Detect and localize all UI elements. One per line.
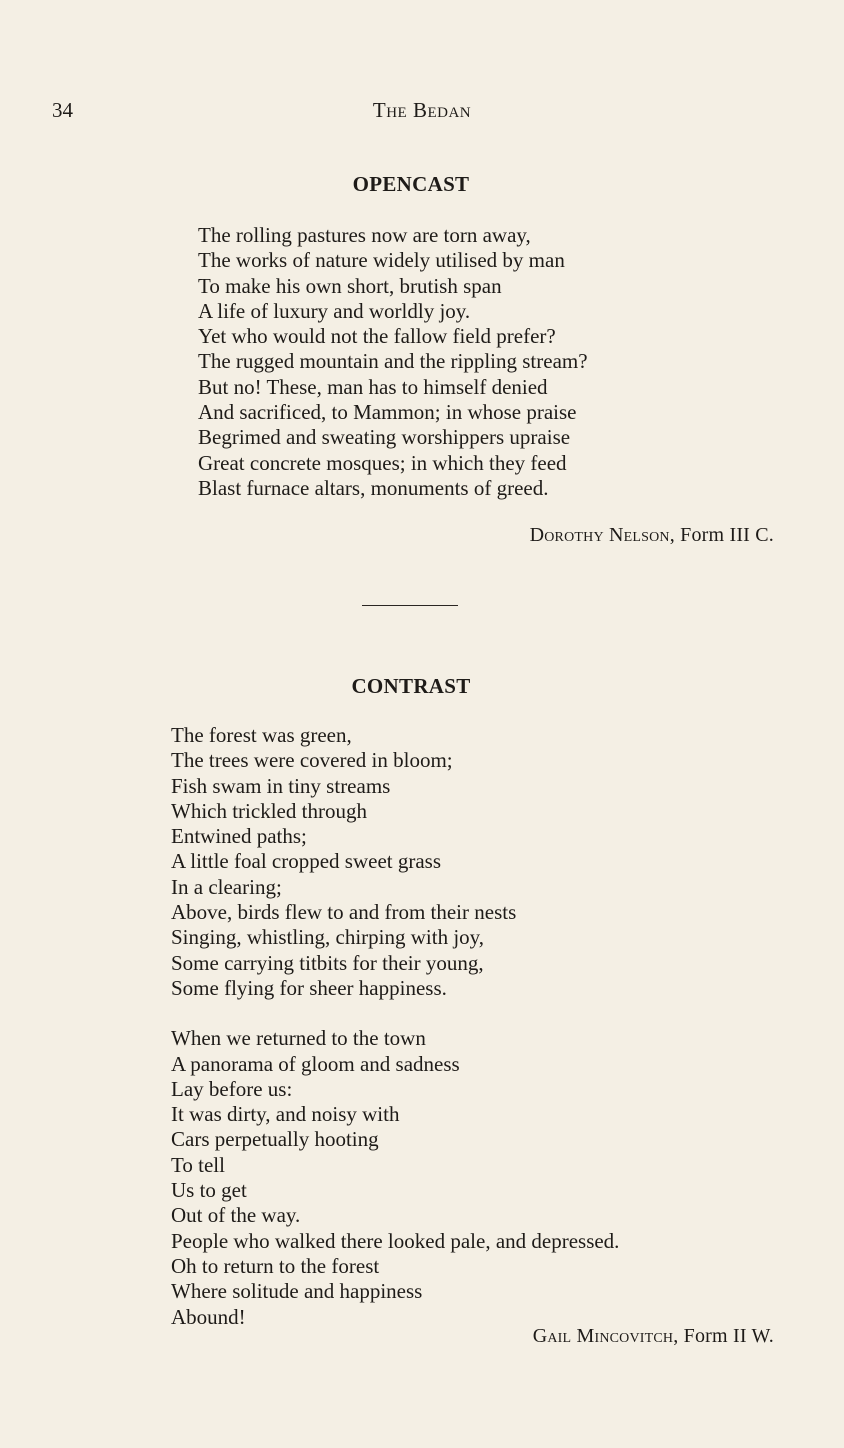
verse-line: Yet who would not the fallow field prefer? (198, 324, 556, 349)
verse-line: A life of luxury and worldly joy. (198, 298, 471, 323)
verse-line: Singing, whistling, chirping with joy, (171, 925, 485, 950)
verse-line: In a clearing; (171, 874, 282, 899)
verse-line: It was dirty, and noisy with (171, 1102, 400, 1127)
poem-verse-contrast (171, 723, 619, 1330)
poem-title-contrast: CONTRAST (351, 674, 471, 698)
verse-line: And sacrificed, to Mammon; in whose praise (198, 400, 577, 425)
verse-line: Some carrying titbits for their young, (171, 950, 484, 975)
page-number: 34 (52, 98, 73, 122)
poem-byline-opencast (530, 524, 774, 547)
verse-line: The forest was green, (171, 723, 352, 747)
verse-line: People who walked there looked pale, and depressed. (171, 1228, 620, 1253)
verse-line: Fish swam in tiny streams (171, 773, 391, 798)
author-name: Gail Mincovitch, (532, 1325, 679, 1347)
poem-byline-contrast (533, 1325, 774, 1348)
verse-line: To tell (171, 1152, 225, 1177)
stanza-break (171, 1001, 619, 1026)
verse-line: Where solitude and happiness (171, 1279, 423, 1304)
verse-line: Which trickled through (171, 798, 367, 823)
poem-title-opencast: OPENCAST (352, 172, 470, 196)
verse-line: The trees were covered in bloom; (171, 748, 453, 773)
verse-line: Great concrete mosques; in which they feed (198, 450, 567, 475)
verse-line: Begrimed and sweating worshippers upraise (198, 425, 571, 450)
verse-line: Some flying for sheer happiness. (171, 975, 447, 1000)
verse-line: Above, birds flew to and from their nests (171, 900, 517, 925)
running-head: The Bedan (372, 98, 472, 122)
verse-line: Oh to return to the forest (171, 1253, 380, 1278)
verse-line: Lay before us: (171, 1076, 293, 1101)
verse-line: Cars perpetually hooting (171, 1127, 379, 1152)
author-name: Dorothy Nelson, (529, 524, 675, 546)
poem-verse-opencast (198, 223, 588, 501)
verse-line: The rugged mountain and the rippling stream? (198, 349, 588, 374)
verse-line: A panorama of gloom and sadness (171, 1051, 460, 1076)
section-divider (362, 605, 458, 606)
verse-line: A little foal cropped sweet grass (171, 849, 442, 874)
verse-line: The rolling pastures now are torn away, (198, 223, 531, 247)
verse-line: To make his own short, brutish span (198, 273, 502, 298)
verse-line: The works of nature widely utilised by man (198, 248, 565, 273)
verse-line: Blast furnace altars, monuments of greed. (198, 475, 549, 500)
verse-line: Abound! (171, 1304, 246, 1329)
verse-line: Us to get (171, 1178, 247, 1203)
verse-line: When we returned to the town (171, 1026, 426, 1051)
author-form: Form II W. (683, 1325, 774, 1347)
verse-line: But no! These, man has to himself denied (198, 374, 548, 399)
verse-line: Out of the way. (171, 1203, 301, 1228)
verse-line: Entwined paths; (171, 824, 307, 849)
author-form: Form III C. (680, 524, 774, 546)
